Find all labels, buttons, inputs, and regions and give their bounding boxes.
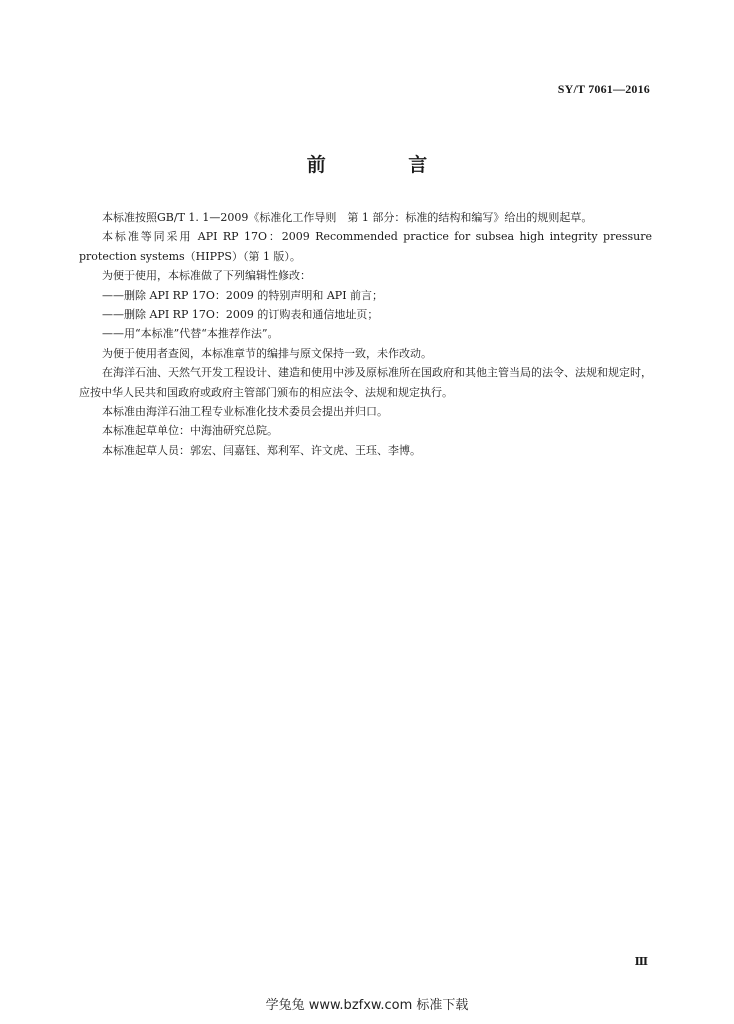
paragraph-drafters: 本标准起草人员：郭宏、闫嘉钰、郑利军、许文虎、王珏、李博。: [102, 443, 421, 457]
paragraph-adoption: 本标准等同采用 API RP 17O：2009 Recommended practice for subsea high integrity pressure protection systems（HIPPS）（第 1 版）。: [79, 230, 652, 263]
list-item-edit-2: ——删除 API RP 17O：2009 的订购表和通信地址页；: [102, 308, 379, 322]
page-number: Ⅲ: [634, 956, 648, 968]
paragraph-edits-intro: 为便于使用，本标准做了下列编辑性修改：: [102, 269, 311, 283]
footer-watermark: 学兔兔 www.bzfxw.com 标准下载: [265, 998, 469, 1013]
foreword-body: [79, 208, 652, 460]
paragraph-structure: 为便于使用者查阅，本标准章节的编排与原文保持一致，未作改动。: [102, 346, 432, 360]
paragraph-proposer: 本标准由海洋石油工程专业标准化技术委员会提出并归口。: [102, 405, 388, 419]
paragraph-drafting-rules: 本标准按照GB/T 1. 1—2009《标准化工作导则 第 1 部分：标准的结构和编写》给出的规则起草。: [102, 211, 593, 224]
paragraph-regulations: 在海洋石油、天然气开发工程设计、建造和使用中涉及原标准所在国政府和其他主管当局的法令、法规和规定时，应按中华人民共和国政府或政府主管部门颁布的相应法令、法规和规定执行。: [79, 366, 652, 399]
list-item-edit-1: ——删除 API RP 17O：2009 的特别声明和 API 前言；: [102, 288, 384, 302]
page-title: 前 言: [306, 154, 466, 176]
standard-code: SY/T 7061—2016: [557, 82, 650, 96]
paragraph-drafting-unit: 本标准起草单位：中海油研究总院。: [102, 424, 278, 438]
list-item-edit-3: ——用“本标准”代替“本推荐作法”。: [102, 327, 279, 341]
